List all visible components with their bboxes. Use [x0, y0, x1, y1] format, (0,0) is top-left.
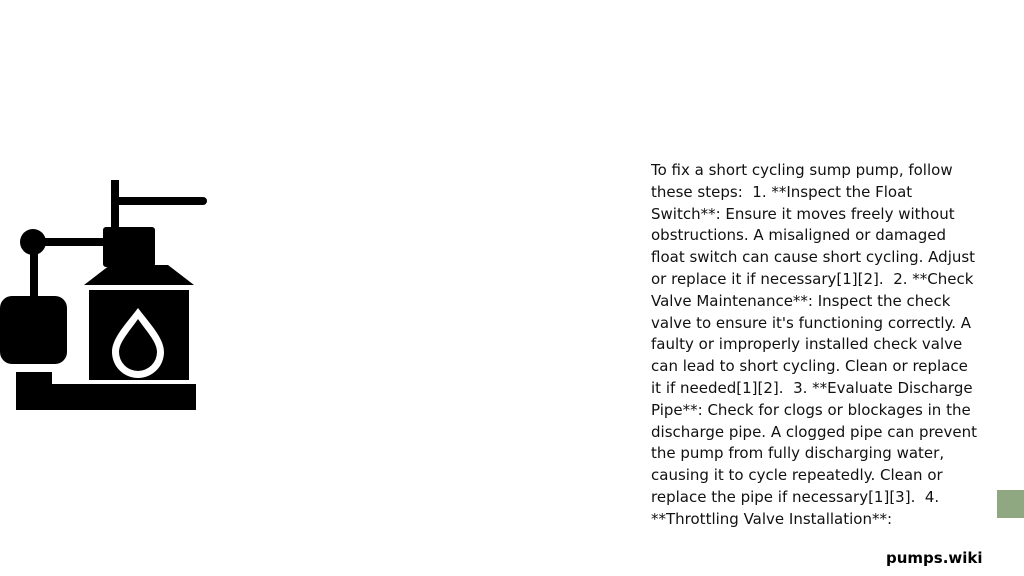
sump-pump-icon — [0, 178, 210, 414]
accent-square — [997, 490, 1024, 518]
brand-watermark[interactable]: pumps.wiki — [886, 549, 983, 567]
body-text: To fix a short cycling sump pump, follow these steps: 1. **Inspect the Float Switch**: Ensure it moves freely without obstructions. A misaligned or damaged float switch can cause short cycling. Adjust or replace it if necessary[1][2]. 2. **Check Valve Maintenance**: Inspect the check valve to ensure it's functioning correctly. A faulty or improperly installed check valve can lead to short cycling. Clean or replace it if needed[1][2]. 3. **Evaluate Discharge Pipe**: Check for clogs or blockages in the discharge pipe. A clogged pipe can prevent the pump from fully discharging water, causing it to cycle repeatedly. Clean or replace the pipe if necessary[1][3]. 4. **Throttling Valve Installation**: — [651, 161, 982, 528]
